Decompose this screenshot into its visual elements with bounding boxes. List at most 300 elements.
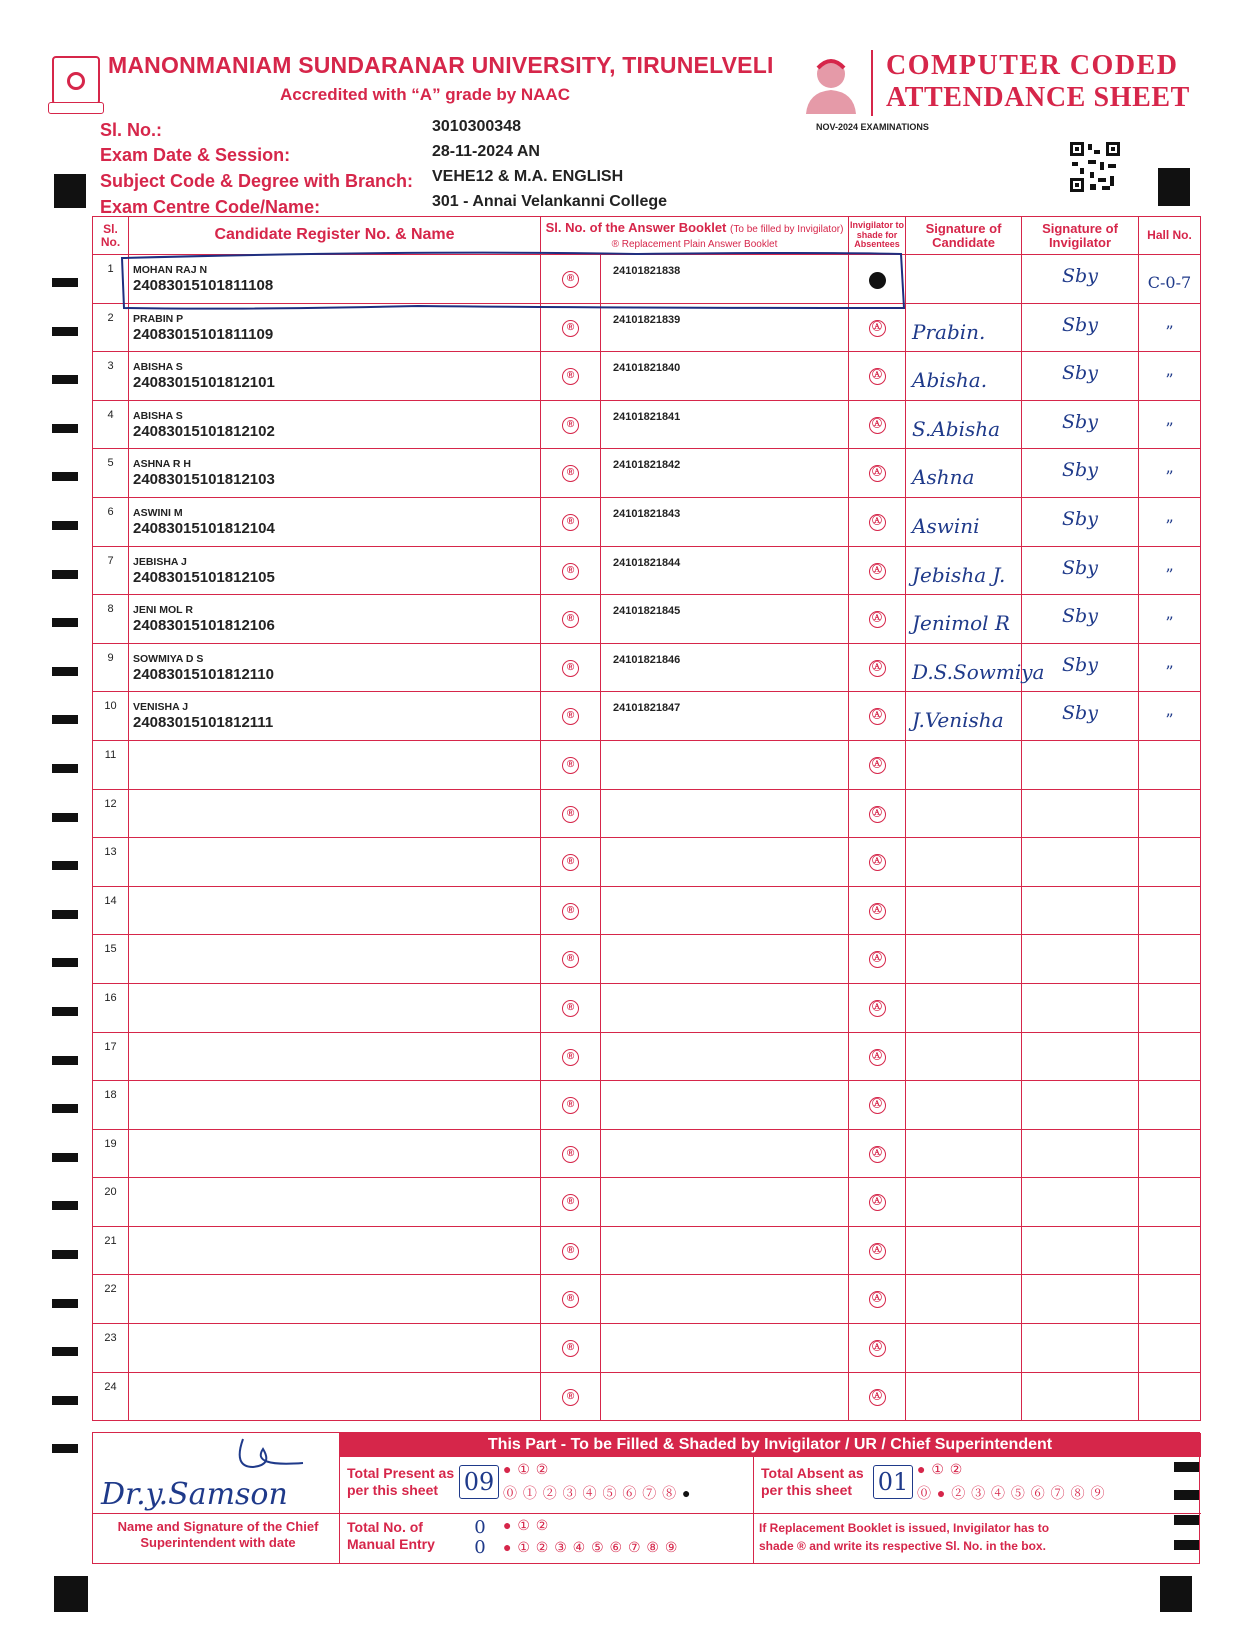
- absent-bubble[interactable]: Ⓐ: [869, 417, 886, 434]
- candidate-signature[interactable]: [906, 1178, 1022, 1227]
- hall-number[interactable]: ”: [1139, 400, 1201, 449]
- candidate-signature[interactable]: J.Venisha: [906, 692, 1022, 741]
- candidate-signature[interactable]: [906, 1081, 1022, 1130]
- candidate-cell: [129, 1324, 541, 1373]
- booklet-number[interactable]: 24101821842: [601, 449, 849, 498]
- candidate-signature[interactable]: Jebisha J.: [906, 546, 1022, 595]
- hall-number[interactable]: [1139, 1372, 1201, 1421]
- booklet-number[interactable]: [601, 1129, 849, 1178]
- candidate-cell: [129, 449, 541, 498]
- candidate-signature[interactable]: [906, 789, 1022, 838]
- university-name: MANONMANIAM SUNDARANAR UNIVERSITY, TIRUNELVELI: [108, 52, 774, 78]
- replacement-bubble[interactable]: ®: [562, 611, 579, 628]
- hall-number[interactable]: [1139, 935, 1201, 984]
- candidate-cell: [129, 1178, 541, 1227]
- sheet-title-line2: ATTENDANCE SHEET: [886, 82, 1190, 113]
- replacement-bubble[interactable]: ®: [562, 417, 579, 434]
- table-row: [93, 352, 1201, 401]
- booklet-number[interactable]: 24101821841: [601, 400, 849, 449]
- register-number: 24083015101812101: [133, 374, 275, 392]
- candidate-name: ABISHA S: [133, 409, 183, 422]
- replacement-bubble[interactable]: ®: [562, 1340, 579, 1357]
- candidate-signature[interactable]: [906, 1032, 1022, 1081]
- table-row: [93, 449, 1201, 498]
- booklet-number[interactable]: 24101821845: [601, 595, 849, 644]
- total-present-box[interactable]: 09: [459, 1465, 499, 1499]
- candidate-signature[interactable]: [906, 740, 1022, 789]
- row-sl: 13: [93, 838, 129, 887]
- absent-cell: [849, 546, 906, 595]
- replacement-cell: [541, 935, 601, 984]
- invigilator-signature[interactable]: [1022, 935, 1139, 984]
- absent-bubble[interactable]: Ⓐ: [869, 563, 886, 580]
- timing-mark: [52, 910, 78, 919]
- replacement-bubble[interactable]: ®: [562, 708, 579, 725]
- replacement-bubble[interactable]: ®: [562, 563, 579, 580]
- col-booklet-sub: ® Replacement Plain Answer Booklet: [611, 238, 778, 250]
- row-sl: 24: [93, 1372, 129, 1421]
- sheet-title-line1: COMPUTER CODED: [886, 50, 1179, 81]
- candidate-signature[interactable]: D.S.Sowmiya: [906, 643, 1022, 692]
- absent-cell: [849, 595, 906, 644]
- candidate-cell: [129, 1275, 541, 1324]
- replacement-cell: [541, 1372, 601, 1421]
- absent-bubble[interactable]: Ⓐ: [869, 320, 886, 337]
- present-bubbles-digits[interactable]: [503, 1483, 691, 1503]
- timing-mark: [54, 1576, 88, 1612]
- absent-bubble[interactable]: Ⓐ: [869, 757, 886, 774]
- candidate-cell: [129, 643, 541, 692]
- replacement-cell: [541, 1081, 601, 1130]
- candidate-name: JENI MOL R: [133, 604, 193, 617]
- register-number: 24083015101812102: [133, 422, 275, 440]
- invigilator-signature[interactable]: Sby: [1022, 400, 1139, 449]
- manual-bubbles-top[interactable]: ● ① ②: [503, 1517, 550, 1533]
- absent-cell: [849, 1081, 906, 1130]
- timing-mark: [52, 1153, 78, 1162]
- col-candidate: Candidate Register No. & Name: [129, 217, 541, 255]
- absent-bubble[interactable]: Ⓐ: [869, 1049, 886, 1066]
- absent-bubble[interactable]: Ⓐ: [869, 1291, 886, 1308]
- invigilator-signature[interactable]: Sby: [1022, 595, 1139, 644]
- replacement-cell: [541, 1178, 601, 1227]
- row-sl: 12: [93, 789, 129, 838]
- timing-mark: [52, 278, 78, 287]
- absent-bubble[interactable]: Ⓐ: [869, 806, 886, 823]
- absent-bubble[interactable]: Ⓐ: [869, 1146, 886, 1163]
- hall-number[interactable]: ”: [1139, 352, 1201, 401]
- timing-mark: [52, 715, 78, 724]
- invigilator-signature[interactable]: [1022, 1372, 1139, 1421]
- register-number: 24083015101812110: [133, 665, 274, 683]
- booklet-number[interactable]: [601, 983, 849, 1032]
- candidate-signature[interactable]: [906, 1324, 1022, 1373]
- booklet-number[interactable]: [601, 1178, 849, 1227]
- founder-portrait-icon: [800, 52, 862, 114]
- col-hall: Hall No.: [1139, 217, 1201, 255]
- replacement-bubble[interactable]: ®: [562, 903, 579, 920]
- booklet-number[interactable]: 24101821843: [601, 497, 849, 546]
- hall-number[interactable]: [1139, 1226, 1201, 1275]
- replacement-cell: [541, 546, 601, 595]
- present-bubbles-top[interactable]: ● ① ②: [503, 1461, 550, 1477]
- candidate-cell: [129, 789, 541, 838]
- replacement-cell: [541, 1129, 601, 1178]
- hall-number[interactable]: [1139, 789, 1201, 838]
- hall-number[interactable]: [1139, 1129, 1201, 1178]
- absent-cell: [849, 1226, 906, 1275]
- row1-highlight-annotation: [118, 248, 908, 314]
- absent-cell: [849, 692, 906, 741]
- candidate-signature[interactable]: [906, 935, 1022, 984]
- absent-bubble[interactable]: Ⓐ: [869, 1389, 886, 1406]
- booklet-number[interactable]: 24101821847: [601, 692, 849, 741]
- col-absent: Invigilator to shade for Absentees: [849, 217, 906, 255]
- replacement-cell: [541, 789, 601, 838]
- absent-cell: [849, 1032, 906, 1081]
- invigilator-signature[interactable]: Sby: [1022, 692, 1139, 741]
- hall-number[interactable]: ”: [1139, 303, 1201, 352]
- timing-mark: [52, 667, 78, 676]
- absent-cell: [849, 983, 906, 1032]
- replacement-bubble[interactable]: ®: [562, 806, 579, 823]
- booklet-number[interactable]: [601, 935, 849, 984]
- footer-section: [92, 1432, 1200, 1564]
- absent-bubble[interactable]: Ⓐ: [869, 1340, 886, 1357]
- timing-mark: [52, 521, 78, 530]
- absent-cell: [849, 1324, 906, 1373]
- candidate-signature[interactable]: [906, 1372, 1022, 1421]
- timing-mark: [1160, 1576, 1192, 1612]
- replacement-bubble[interactable]: ®: [562, 1243, 579, 1260]
- replacement-cell: [541, 1275, 601, 1324]
- row-sl: 1: [93, 255, 129, 304]
- register-number: 24083015101812104: [133, 519, 275, 537]
- invigilator-signature[interactable]: [1022, 1178, 1139, 1227]
- invigilator-signature[interactable]: Sby: [1022, 352, 1139, 401]
- row-sl: 2: [93, 303, 129, 352]
- replacement-bubble[interactable]: ®: [562, 1049, 579, 1066]
- timing-mark: [52, 1444, 78, 1453]
- timing-mark: [52, 1396, 78, 1405]
- candidate-cell: [129, 983, 541, 1032]
- invigilator-signature[interactable]: [1022, 1129, 1139, 1178]
- row-sl: 17: [93, 1032, 129, 1081]
- hall-number[interactable]: C-0-7: [1139, 255, 1201, 304]
- replacement-bubble[interactable]: ®: [562, 1389, 579, 1406]
- invigilator-signature[interactable]: Sby: [1022, 643, 1139, 692]
- row-sl: 10: [93, 692, 129, 741]
- hall-number[interactable]: ”: [1139, 449, 1201, 498]
- absent-cell: [849, 740, 906, 789]
- absent-bubble[interactable]: Ⓐ: [869, 708, 886, 725]
- absent-bubble[interactable]: Ⓐ: [869, 1000, 886, 1017]
- timing-mark: [52, 1104, 78, 1113]
- timing-mark: [52, 764, 78, 773]
- table-row: [93, 1324, 1201, 1373]
- candidate-signature[interactable]: [906, 886, 1022, 935]
- booklet-number[interactable]: [601, 740, 849, 789]
- absent-bubble[interactable]: Ⓐ: [869, 951, 886, 968]
- present-bubbles-digits-text: ⓪ ① ② ③ ④ ⑤ ⑥ ⑦ ⑧: [503, 1485, 678, 1501]
- replacement-cell: [541, 692, 601, 741]
- chief-label: Name and Signature of the Chief Superintendent with date: [117, 1519, 319, 1550]
- row-sl: 7: [93, 546, 129, 595]
- replacement-note: If Replacement Booklet is issued, Invigilator has to shade ® and write its respective Sl. No. in the box.: [759, 1521, 1050, 1553]
- replacement-cell: [541, 838, 601, 887]
- hall-number[interactable]: [1139, 740, 1201, 789]
- replacement-bubble[interactable]: ®: [562, 1097, 579, 1114]
- replacement-cell: [541, 983, 601, 1032]
- replacement-bubble[interactable]: ®: [562, 951, 579, 968]
- replacement-bubble[interactable]: ®: [562, 757, 579, 774]
- hall-number[interactable]: ”: [1139, 497, 1201, 546]
- absent-bubble[interactable]: Ⓐ: [869, 1243, 886, 1260]
- candidate-signature[interactable]: [906, 838, 1022, 887]
- candidate-signature[interactable]: [906, 1129, 1022, 1178]
- invigilator-signature[interactable]: Sby: [1022, 449, 1139, 498]
- header-divider: [871, 50, 873, 116]
- replacement-cell: [541, 886, 601, 935]
- absent-bubble[interactable]: Ⓐ: [869, 368, 886, 385]
- replacement-bubble[interactable]: ®: [562, 465, 579, 482]
- table-row: [93, 1129, 1201, 1178]
- timing-mark: [54, 174, 86, 208]
- replacement-bubble[interactable]: ®: [562, 1146, 579, 1163]
- absent-bubble[interactable]: Ⓐ: [869, 903, 886, 920]
- absent-cell: [849, 1372, 906, 1421]
- candidate-signature[interactable]: [906, 1226, 1022, 1275]
- present-bubble-filled: ●: [682, 1485, 692, 1501]
- candidate-cell: [129, 935, 541, 984]
- candidate-name: ASHNA R H: [133, 458, 191, 471]
- hall-number[interactable]: ”: [1139, 595, 1201, 644]
- attendance-table: [92, 216, 1201, 1421]
- register-number: 24083015101811109: [133, 325, 274, 343]
- row-sl: 8: [93, 595, 129, 644]
- candidate-name: SOWMIYA D S: [133, 652, 204, 665]
- col-sig-invigilator: Signature of Invigilator: [1022, 217, 1139, 255]
- booklet-number[interactable]: [601, 1372, 849, 1421]
- manual-entry-box-2[interactable]: 0: [474, 1537, 486, 1558]
- total-absent-label: Total Absent as per this sheet: [761, 1465, 864, 1498]
- candidate-signature[interactable]: [906, 255, 1022, 304]
- booklet-number[interactable]: [601, 1324, 849, 1373]
- candidate-signature[interactable]: Prabin.: [906, 303, 1022, 352]
- hall-number[interactable]: [1139, 838, 1201, 887]
- table-row: [93, 983, 1201, 1032]
- invigilator-signature[interactable]: [1022, 789, 1139, 838]
- candidate-signature[interactable]: Jenimol R: [906, 595, 1022, 644]
- invigilator-signature[interactable]: [1022, 740, 1139, 789]
- invigilator-signature[interactable]: [1022, 1226, 1139, 1275]
- hall-number[interactable]: [1139, 983, 1201, 1032]
- booklet-number[interactable]: [601, 1032, 849, 1081]
- candidate-signature[interactable]: S.Abisha: [906, 400, 1022, 449]
- absent-bubble[interactable]: Ⓐ: [869, 514, 886, 531]
- replacement-bubble[interactable]: ®: [562, 320, 579, 337]
- invigilator-signature[interactable]: [1022, 1032, 1139, 1081]
- table-row: [93, 1372, 1201, 1421]
- replacement-cell: [541, 449, 601, 498]
- booklet-number[interactable]: [601, 886, 849, 935]
- timing-mark: [52, 1347, 78, 1356]
- row-sl: 16: [93, 983, 129, 1032]
- invigilator-signature[interactable]: [1022, 983, 1139, 1032]
- booklet-number[interactable]: 24101821838: [601, 255, 849, 304]
- row-sl: 11: [93, 740, 129, 789]
- candidate-cell: [129, 1081, 541, 1130]
- university-logo: [52, 56, 100, 110]
- candidate-cell: [129, 886, 541, 935]
- invigilator-signature[interactable]: Sby: [1022, 497, 1139, 546]
- total-absent-box[interactable]: 01: [873, 1465, 913, 1499]
- manual-bubbles-digits[interactable]: ● ① ② ③ ④ ⑤ ⑥ ⑦ ⑧ ⑨: [503, 1539, 679, 1555]
- col-booklet-note: (To be filled by Invigilator): [730, 224, 844, 235]
- booklet-number[interactable]: [601, 838, 849, 887]
- absent-bubbles-digits[interactable]: ⓪ ● ② ③ ④ ⑤ ⑥ ⑦ ⑧ ⑨: [917, 1485, 1106, 1501]
- sl-no-value: 3010300348: [432, 118, 521, 135]
- hall-number[interactable]: [1139, 1324, 1201, 1373]
- row-sl: 21: [93, 1226, 129, 1275]
- absent-bubble[interactable]: Ⓐ: [869, 1194, 886, 1211]
- manual-entry-label: Total No. of Manual Entry: [347, 1519, 435, 1552]
- table-row: [93, 497, 1201, 546]
- invigilator-signature[interactable]: [1022, 886, 1139, 935]
- candidate-cell: [129, 838, 541, 887]
- invigilator-signature[interactable]: [1022, 838, 1139, 887]
- absent-bubble[interactable]: Ⓐ: [869, 465, 886, 482]
- table-row: [93, 546, 1201, 595]
- candidate-signature[interactable]: [906, 1275, 1022, 1324]
- row-sl: 23: [93, 1324, 129, 1373]
- candidate-cell: [129, 352, 541, 401]
- replacement-bubble[interactable]: ®: [562, 854, 579, 871]
- candidate-name: VENISHA J: [133, 701, 189, 714]
- table-row: [93, 400, 1201, 449]
- invigilator-signature[interactable]: Sby: [1022, 255, 1139, 304]
- table-row: [93, 838, 1201, 887]
- invigilator-signature[interactable]: [1022, 1275, 1139, 1324]
- replacement-bubble[interactable]: ®: [562, 1194, 579, 1211]
- hall-number[interactable]: [1139, 1178, 1201, 1227]
- absent-bubble[interactable]: Ⓐ: [869, 854, 886, 871]
- replacement-cell: [541, 1032, 601, 1081]
- booklet-number[interactable]: 24101821846: [601, 643, 849, 692]
- exam-date-value: 28-11-2024 AN: [432, 143, 540, 160]
- absent-bubble[interactable]: Ⓐ: [869, 660, 886, 677]
- replacement-bubble[interactable]: ®: [562, 514, 579, 531]
- booklet-number[interactable]: [601, 1226, 849, 1275]
- centre-value: 301 - Annai Velankanni College: [432, 193, 668, 210]
- absent-cell: [849, 789, 906, 838]
- manual-entry-box-1[interactable]: 0: [474, 1517, 486, 1538]
- candidate-signature[interactable]: Aswini: [906, 497, 1022, 546]
- hall-number[interactable]: [1139, 1032, 1201, 1081]
- candidate-signature[interactable]: Ashna: [906, 449, 1022, 498]
- candidate-name: MOHAN RAJ N: [133, 264, 208, 276]
- subject-value: VEHE12 & M.A. ENGLISH: [432, 168, 624, 185]
- accreditation: Accredited with “A” grade by NAAC: [280, 85, 570, 104]
- candidate-cell: [129, 740, 541, 789]
- hall-number[interactable]: [1139, 886, 1201, 935]
- replacement-bubble[interactable]: ®: [562, 1291, 579, 1308]
- timing-mark: [52, 813, 78, 822]
- replacement-cell: [541, 643, 601, 692]
- replacement-bubble[interactable]: ®: [562, 368, 579, 385]
- hall-number[interactable]: [1139, 1275, 1201, 1324]
- row-sl: 4: [93, 400, 129, 449]
- row-sl: 19: [93, 1129, 129, 1178]
- replacement-bubble[interactable]: ®: [562, 660, 579, 677]
- timing-mark: [52, 472, 78, 481]
- row-sl: 9: [93, 643, 129, 692]
- table-row: [93, 789, 1201, 838]
- booklet-number[interactable]: [601, 1081, 849, 1130]
- absent-cell: [849, 400, 906, 449]
- candidate-signature[interactable]: [906, 983, 1022, 1032]
- row-sl: 14: [93, 886, 129, 935]
- table-row: [93, 643, 1201, 692]
- hall-number[interactable]: ”: [1139, 692, 1201, 741]
- hall-number[interactable]: ”: [1139, 643, 1201, 692]
- row-sl: 18: [93, 1081, 129, 1130]
- absent-cell: [849, 886, 906, 935]
- candidate-cell: [129, 497, 541, 546]
- invigilator-signature[interactable]: [1022, 1324, 1139, 1373]
- replacement-cell: [541, 352, 601, 401]
- replacement-bubble[interactable]: ®: [562, 1000, 579, 1017]
- col-booklet-title: Sl. No. of the Answer Booklet: [545, 220, 727, 235]
- timing-mark: [52, 375, 78, 384]
- candidate-signature[interactable]: Abisha.: [906, 352, 1022, 401]
- hall-number[interactable]: [1139, 1081, 1201, 1130]
- replacement-bubble[interactable]: ®: [562, 271, 579, 288]
- absent-cell: [849, 838, 906, 887]
- timing-mark: [52, 570, 78, 579]
- absent-cell: [849, 497, 906, 546]
- booklet-number[interactable]: [601, 789, 849, 838]
- chief-signature-flourish: [203, 1437, 313, 1481]
- candidate-name: JEBISHA J: [133, 555, 187, 568]
- absent-cell: [849, 1129, 906, 1178]
- table-row: [93, 1032, 1201, 1081]
- invigilator-signature[interactable]: Sby: [1022, 546, 1139, 595]
- table-row: [93, 1275, 1201, 1324]
- booklet-number[interactable]: 24101821840: [601, 352, 849, 401]
- absent-cell: [849, 643, 906, 692]
- register-number: 24083015101812106: [133, 617, 275, 635]
- booklet-number[interactable]: 24101821844: [601, 546, 849, 595]
- hall-number[interactable]: ”: [1139, 546, 1201, 595]
- candidate-cell: [129, 546, 541, 595]
- table-row: [93, 595, 1201, 644]
- invigilator-signature[interactable]: Sby: [1022, 303, 1139, 352]
- col-sl: Sl. No.: [93, 217, 129, 255]
- absent-cell: [849, 935, 906, 984]
- absent-cell: [849, 352, 906, 401]
- absent-bubbles-top[interactable]: ● ① ②: [917, 1461, 964, 1477]
- table-row: [93, 1081, 1201, 1130]
- booklet-number[interactable]: [601, 1275, 849, 1324]
- candidate-cell: [129, 1129, 541, 1178]
- absent-bubble[interactable]: Ⓐ: [869, 611, 886, 628]
- replacement-cell: [541, 400, 601, 449]
- booklet-number[interactable]: 24101821839: [601, 303, 849, 352]
- invigilator-signature[interactable]: [1022, 1081, 1139, 1130]
- absent-bubble[interactable]: Ⓐ: [869, 1097, 886, 1114]
- candidate-cell: [129, 400, 541, 449]
